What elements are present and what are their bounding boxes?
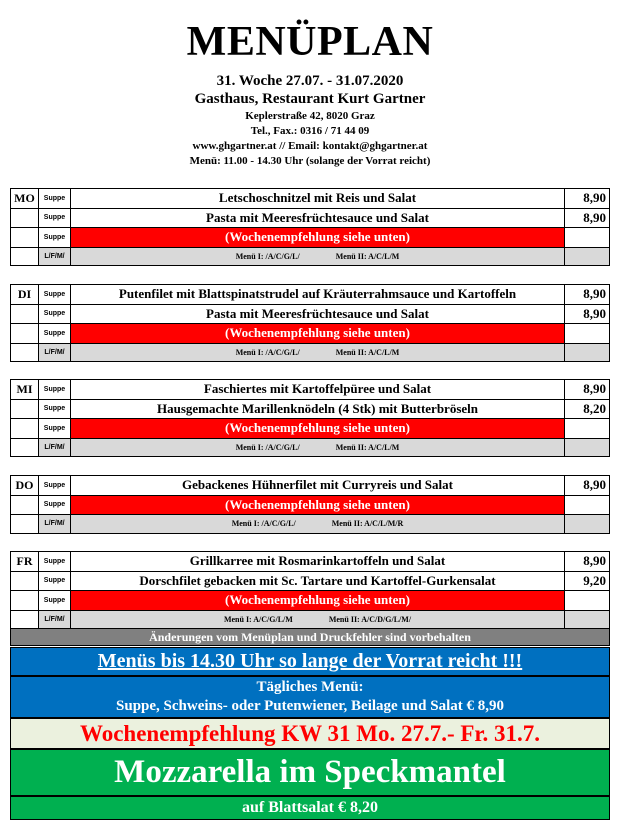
day-label-empty [10,591,38,610]
allergen-menu2: Menü II: A/C/L/M [335,347,400,357]
day-label: MO [10,189,38,208]
menu-row [10,227,610,247]
price: 8,90 [564,552,610,571]
menu-row [10,571,610,591]
weekly-recommendation-row: (Wochenempfehlung siehe unten) [70,228,564,247]
price-empty [564,611,610,630]
price: 8,90 [564,476,610,495]
day-label-empty [10,305,38,324]
soup-label: Suppe [38,591,70,610]
price-empty [564,439,610,457]
allergen-menu1: Menü I: /A/C/G/L/ [235,442,300,452]
allergen-menu1: Menü I: /A/C/G/L/ [231,519,296,529]
menu-item: Gebackenes Hühnerfilet mit Curryreis und Salat [70,476,564,495]
day-label: DO [10,476,38,495]
weekly-dish-banner [10,749,610,796]
page-title: MENÜPLAN [186,19,434,65]
day-label-empty [10,344,38,362]
allergen-menu1: Menü I: A/C/G/L/M [223,615,293,625]
menu-item: Grillkarree mit Rosmarinkartoffeln und Salat [70,552,564,571]
price-empty [564,496,610,515]
price-empty [564,228,610,247]
menu-row [10,323,610,343]
allergen-info [70,515,564,533]
price-empty [564,344,610,362]
allergen-info [70,611,564,630]
day-label: DI [10,285,38,304]
price: 8,90 [564,189,610,208]
allergen-info [70,439,564,457]
day-label-empty [10,515,38,533]
menu-item: Dorschfilet gebacken mit Sc. Tartare und Kartoffel-Gurkensalat [70,572,564,591]
day-label: MI [10,380,38,399]
menu-row [10,418,610,438]
menu-row [10,475,610,495]
allergen-menu1: Menü I: /A/C/G/L/ [235,251,300,261]
menu-row [10,304,610,324]
menu-row [10,399,610,419]
menu-header [0,0,620,169]
day-label-empty [10,439,38,457]
day-label-empty [10,248,38,266]
allergen-menu2: Menü II: A/C/L/M [335,251,400,261]
soup-label: Suppe [38,305,70,324]
price: 8,90 [564,305,610,324]
price-empty [564,419,610,438]
price-empty [564,515,610,533]
weekly-recommendation-row: (Wochenempfehlung siehe unten) [70,419,564,438]
phone: Tel., Fax.: 0316 / 71 44 09 [250,125,370,137]
disclaimer-banner [10,628,610,646]
price: 8,90 [564,380,610,399]
allergen-menu1: Menü I: /A/C/G/L/ [235,347,300,357]
price: 8,20 [564,400,610,419]
price: 9,20 [564,572,610,591]
menu-row [10,590,610,610]
soup-label: Suppe [38,324,70,343]
weekly-recommendation-row: (Wochenempfehlung siehe unten) [70,496,564,515]
day-block-mo [10,188,610,266]
day-label-empty [10,419,38,438]
weekly-recommendation-row: (Wochenempfehlung siehe unten) [70,324,564,343]
menu-row [10,379,610,399]
menu-row [10,284,610,304]
menu-item: Faschiertes mit Kartoffelpüree und Salat [70,380,564,399]
price-empty [564,591,610,610]
allergen-menu2: Menü II: A/C/L/M [335,442,400,452]
menu-item: Putenfilet mit Blattspinatstrudel auf Kräuterrahmsauce und Kartoffeln [70,285,564,304]
soup-label: Suppe [38,496,70,515]
day-block-do [10,475,610,534]
day-label-empty [10,611,38,630]
allergen-code: L/F/M/ [38,611,70,630]
soup-label: Suppe [38,209,70,228]
allergen-info [70,344,564,362]
menu-item: Hausgemachte Marillenknödeln (4 Stk) mit Butterbröseln [70,400,564,419]
soup-label: Suppe [38,380,70,399]
menu-item: Pasta mit Meeresfrüchtesauce und Salat [70,209,564,228]
allergen-row [10,343,610,363]
weekly-side: auf Blattsalat € 8,20 [242,799,378,816]
weekly-recommendation-title: Wochenempfehlung KW 31 Mo. 27.7.- Fr. 31.7. [79,720,540,746]
daily-menu-banner [10,676,610,718]
allergen-code: L/F/M/ [38,439,70,457]
day-label-empty [10,496,38,515]
opening-hours: Menü: 11.00 - 14.30 Uhr (solange der Vorrat reicht) [189,155,431,167]
day-label: FR [10,552,38,571]
disclaimer-text: Änderungen vom Menüplan und Druckfehler sind vorbehalten [149,629,471,644]
allergen-menu2: Menü II: A/C/L/M/R [331,519,404,529]
hours-banner-text: Menüs bis 14.30 Uhr so lange der Vorrat reicht !!! [97,650,523,672]
allergen-menu2: Menü II: A/C/D/G/L/M/ [328,615,412,625]
weekly-recommendation-title-banner [10,718,610,749]
day-label-empty [10,572,38,591]
allergen-row [10,610,610,630]
allergen-row [10,438,610,458]
address: Keplerstraße 42, 8020 Graz [245,110,375,122]
allergen-code: L/F/M/ [38,344,70,362]
day-block-mi [10,379,610,457]
allergen-row [10,247,610,267]
day-label-empty [10,209,38,228]
allergen-code: L/F/M/ [38,515,70,533]
soup-label: Suppe [38,419,70,438]
hours-banner [10,647,610,676]
menu-item: Pasta mit Meeresfrüchtesauce und Salat [70,305,564,324]
web-email: www.ghgartner.at // Email: kontakt@ghgartner.at [192,140,428,152]
menu-row [10,188,610,208]
allergen-info [70,248,564,266]
day-block-di [10,284,610,362]
price-empty [564,324,610,343]
menu-row [10,208,610,228]
menu-row [10,495,610,515]
soup-label: Suppe [38,476,70,495]
week-label: 31. Woche 27.07. - 31.07.2020 [216,73,404,89]
daily-menu-title: Tägliches Menü: [256,679,364,695]
price: 8,90 [564,285,610,304]
weekly-side-banner [10,796,610,820]
allergen-code: L/F/M/ [38,248,70,266]
weekly-recommendation-row: (Wochenempfehlung siehe unten) [70,591,564,610]
menu-row [10,551,610,571]
weekly-dish: Mozzarella im Speckmantel [114,754,506,790]
restaurant-name: Gasthaus, Restaurant Kurt Gartner [194,91,426,107]
soup-label: Suppe [38,400,70,419]
soup-label: Suppe [38,552,70,571]
menu-item: Letschoschnitzel mit Reis und Salat [70,189,564,208]
day-label-empty [10,228,38,247]
daily-menu-text: Suppe, Schweins- oder Putenwiener, Beilage und Salat € 8,90 [116,698,504,714]
day-label-empty [10,324,38,343]
day-label-empty [10,400,38,419]
soup-label: Suppe [38,189,70,208]
soup-label: Suppe [38,572,70,591]
soup-label: Suppe [38,228,70,247]
allergen-row [10,514,610,534]
day-block-fr [10,551,610,629]
soup-label: Suppe [38,285,70,304]
price: 8,90 [564,209,610,228]
price-empty [564,248,610,266]
